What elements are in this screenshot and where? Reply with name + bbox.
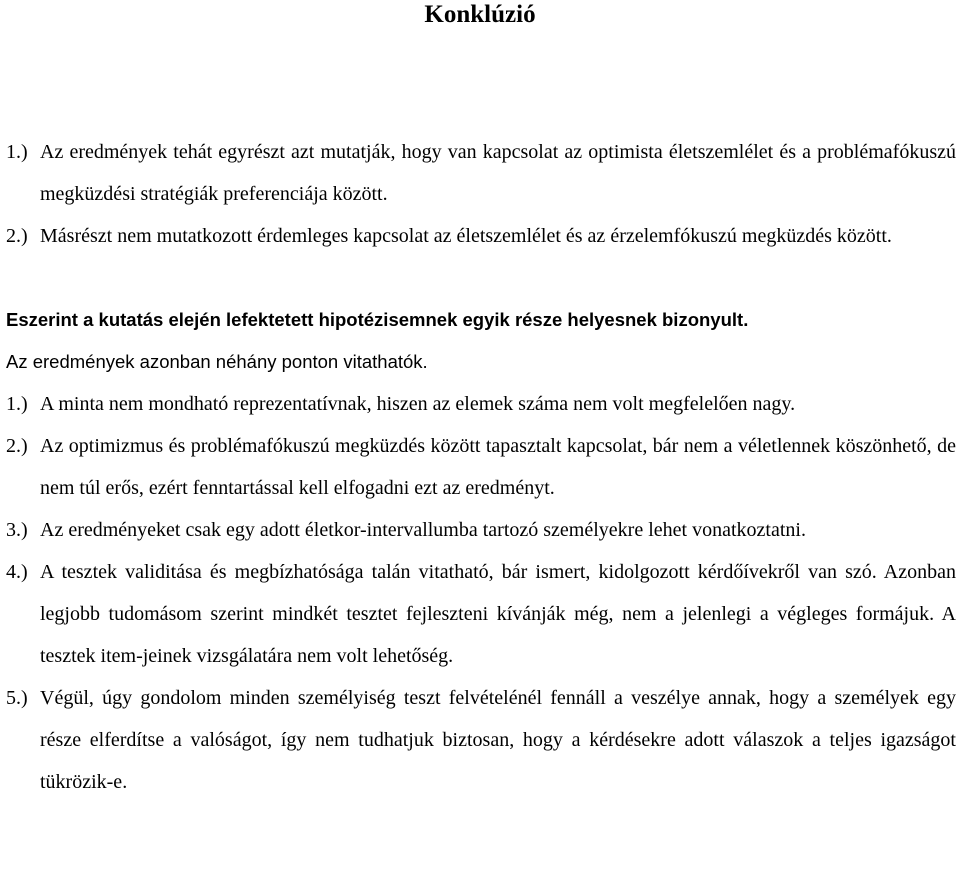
- page-title: Konklúzió: [424, 1, 536, 28]
- list-item: [6, 677, 956, 803]
- list-item-number: 2.): [6, 225, 28, 247]
- list-item-text: Az optimizmus és problémafókuszú megküzdés között tapasztalt kapcsolat, bár nem a véletlennek köszönhető, de nem túl erős, ezért fenntartással kell elfogadni ezt az eredményt.: [40, 435, 956, 499]
- list-item: [6, 425, 956, 509]
- list-item-number: 1.): [6, 393, 28, 415]
- list-item: [6, 383, 956, 425]
- list-item-number: 5.): [6, 687, 28, 709]
- list-item-number: 3.): [6, 519, 28, 541]
- conclusion-intro-sentence: Az eredmények azonban néhány ponton vitathatók.: [6, 351, 428, 372]
- second-list: [6, 383, 956, 803]
- list-item-text: Az eredmények tehát egyrészt azt mutatják, hogy van kapcsolat az optimista életszemlélet és a problémafókuszú megküzdési stratégiák preferenciája között.: [40, 141, 956, 205]
- list-item-text: Másrészt nem mutatkozott érdemleges kapcsolat az életszemlélet és az érzelemfókuszú megküzdés között.: [40, 225, 892, 247]
- list-item-number: 4.): [6, 561, 28, 583]
- first-list: [6, 131, 956, 257]
- list-item: [6, 131, 956, 215]
- list-item-text: A minta nem mondható reprezentatívnak, hiszen az elemek száma nem volt megfelelően nagy.: [40, 393, 796, 415]
- list-item-text: Végül, úgy gondolom minden személyiség teszt felvételénél fennáll a veszélye annak, hogy a személyek egy része elferdítse a valóságot, így nem tudhatjuk biztosan, hogy a kérdésekre adott válaszok a teljes igazságot tükrözik-e.: [40, 687, 956, 793]
- list-item-number: 1.): [6, 141, 28, 163]
- list-item: [6, 215, 956, 257]
- conclusion-bold-sentence: Eszerint a kutatás elején lefektetett hipotézisemnek egyik része helyesnek bizonyult.: [6, 309, 749, 330]
- list-item: [6, 551, 956, 677]
- list-item-number: 2.): [6, 435, 28, 457]
- list-item: [6, 509, 956, 551]
- list-item-text: A tesztek validitása és megbízhatósága talán vitatható, bár ismert, kidolgozott kérdőívekről van szó. Azonban legjobb tudomásom szerint mindkét tesztet fejleszteni kívánják még, nem a jelenlegi a végleges formájuk. A tesztek item-jeinek vizsgálatára nem volt lehetőség.: [40, 561, 956, 667]
- list-item-text: Az eredményeket csak egy adott életkor-intervallumba tartozó személyekre lehet vonatkoztatni.: [40, 519, 806, 541]
